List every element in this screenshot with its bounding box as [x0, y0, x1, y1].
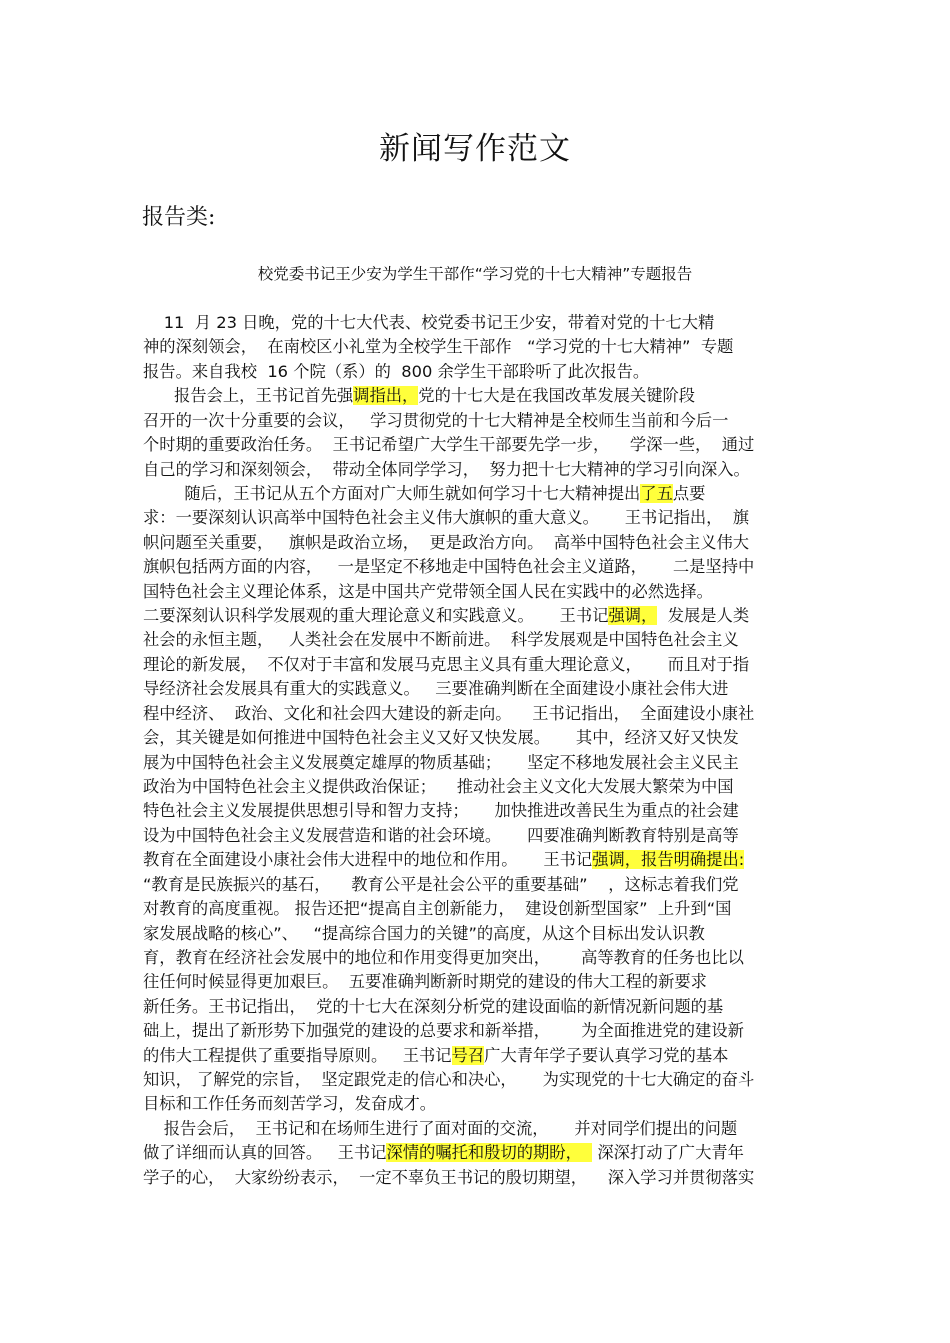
body-text: 特色社会主义发展提供思想引导和智力支持； 加快推进改善民生为重点的社会建 — [143, 801, 739, 821]
body-text: 随后，王书记从五个方面对广大师生就如何学习十七大精神提出 — [143, 483, 641, 503]
body-text: 设为中国特色社会主义发展营造和谐的社会环境。 四要准确判断教育特别是高等 — [143, 825, 739, 845]
body-text: 神的深刻领会， 在南校区小礼堂为全校学生干部作 “学习党的十七大精神” 专题 — [143, 337, 734, 357]
body-text: 自己的学习和深刻领会， 带动全体同学学习， 努力把十七大精神的学习引向深入。 — [143, 459, 750, 479]
body-text: 深深打动了广大青年 — [592, 1143, 744, 1163]
body-line — [143, 1093, 436, 1115]
body-text: 导经济社会发展具有重大的实践意义。 三要准确判断在全面建设小康社会伟大进 — [143, 679, 729, 699]
body-line — [143, 825, 739, 847]
body-line — [143, 605, 749, 627]
body-text: 新任务。王书记指出， 党的十七大在深刻分析党的建设面临的新情况新问题的基 — [143, 996, 724, 1016]
body-text: 报告。来自我校 16 个院（系）的 800 余学生干部聆听了此次报告。 — [143, 361, 650, 381]
body-line — [143, 361, 649, 383]
body-line — [143, 336, 733, 358]
body-line — [143, 629, 739, 651]
body-text: 党的十七大是在我国改革发展关键阶段 — [418, 386, 696, 406]
body-line — [143, 996, 723, 1018]
body-line — [143, 483, 705, 505]
body-text: 程中经济、 政治、文化和社会四大建设的新走向。 王书记指出， 全面建设小康社 — [143, 703, 755, 723]
body-text: 求：一要深刻认识高举中国特色社会主义伟大旗帜的重大意义。 王书记指出， 旗 — [143, 508, 750, 528]
body-line — [143, 923, 705, 945]
body-line — [143, 947, 744, 969]
body-text: 学子的心， 大家纷纷表示， 一定不辜负王书记的殷切期望， 深入学习并贯彻落实 — [143, 1167, 755, 1187]
body-text: 做了详细而认真的回答。 王书记 — [143, 1143, 387, 1163]
document-title: 新闻写作范文 — [379, 131, 571, 167]
body-line — [143, 459, 750, 481]
body-line — [143, 1069, 754, 1091]
body-line — [143, 507, 749, 529]
body-text: 社会的永恒主题， 人类社会在发展中不断前进。 科学发展观是中国特色社会主义 — [143, 630, 739, 650]
article-headline: 校党委书记王少安为学生干部作“学习党的十七大精神”专题报告 — [257, 265, 693, 283]
highlighted-text: 了五 — [640, 483, 673, 503]
highlighted-text: 调指出， — [353, 386, 419, 406]
body-line — [143, 874, 739, 896]
category-heading: 报告类: — [142, 205, 216, 230]
body-line — [143, 385, 695, 407]
body-text: 知识， 了解党的宗旨， 坚定跟党走的信心和决心， 为实现党的十七大确定的奋斗 — [143, 1070, 755, 1090]
body-text: 对教育的高度重视。 报告还把“提高自主创新能力， 建设创新型国家” 上升到“国 — [143, 899, 732, 919]
body-text: 发展是人类 — [657, 606, 750, 626]
body-line — [143, 312, 714, 334]
body-line — [143, 434, 754, 456]
body-line — [143, 776, 734, 798]
body-text: 家发展战略的核心”、 “提高综合国力的关键”的高度，从这个目标出发认识教 — [143, 923, 705, 943]
body-line — [143, 703, 754, 725]
body-text: 往任何时候显得更加艰巨。 五要准确判断新时期党的建设的伟大工程的新要求 — [143, 972, 707, 992]
body-text: 教育在全面建设小康社会伟大进程中的地位和作用。 王书记 — [143, 850, 593, 870]
body-text: 报告会上，王书记首先强 — [143, 386, 354, 406]
body-text: 会，其关键是如何推进中国特色社会主义又好又快发展。 其中，经济又好又快发 — [143, 728, 739, 748]
body-text: 广大青年学子要认真学习党的基本 — [484, 1045, 729, 1065]
body-text: 二要深刻认识科学发展观的重大理论意义和实践意义。 王书记 — [143, 606, 609, 626]
body-line — [143, 410, 728, 432]
body-text: 展为中国特色社会主义发展奠定雄厚的物质基础； 坚定不移地发展社会主义民主 — [143, 752, 739, 772]
body-line — [143, 1142, 744, 1164]
highlighted-text: 强调， — [608, 606, 658, 626]
body-text: 的伟大工程提供了重要指导原则。 王书记 — [143, 1045, 452, 1065]
body-line — [143, 1118, 737, 1140]
body-line — [143, 1167, 754, 1189]
body-line — [143, 1045, 728, 1067]
body-line — [143, 752, 739, 774]
body-line — [143, 556, 754, 578]
body-text: 育，教育在经济社会发展中的地位和作用变得更加突出， 高等教育的任务也比以 — [143, 947, 744, 967]
body-line — [143, 800, 739, 822]
body-text: 国特色社会主义理论体系，这是中国共产党带领全国人民在实践中的必然选择。 — [143, 581, 713, 601]
body-line — [143, 849, 744, 871]
body-line — [143, 654, 749, 676]
body-line — [143, 1020, 744, 1042]
body-line — [143, 678, 728, 700]
body-line — [143, 898, 731, 920]
body-text: 目标和工作任务而刻苦学习，发奋成才。 — [143, 1094, 437, 1114]
body-text: 旗帜包括两方面的内容， 一是坚定不移地走中国特色社会主义道路， 二是坚持中 — [143, 557, 755, 577]
body-line — [143, 532, 749, 554]
body-text: “教育是民族振兴的基石， 教育公平是社会公平的重要基础” ，这标志着我们党 — [143, 874, 739, 894]
body-text: 理论的新发展， 不仅对于丰富和发展马克思主义具有重大理论意义， 而且对于指 — [143, 654, 750, 674]
body-text: 11 月 23 日晚，党的十七大代表、校党委书记王少安，带着对党的十七大精 — [143, 313, 715, 332]
body-text: 报告会后， 王书记和在场师生进行了面对面的交流， 并对同学们提出的问题 — [143, 1118, 738, 1138]
highlighted-text: 深情的嘱托和殷切的期盼， — [386, 1143, 593, 1163]
body-text: 政治为中国特色社会主义提供政治保证； 推动社会主义文化大发展大繁荣为中国 — [143, 776, 734, 796]
body-text: 础上，提出了新形势下加强党的建设的总要求和新举措， 为全面推进党的建设新 — [143, 1021, 744, 1041]
body-text: 召开的一次十分重要的会议， 学习贯彻党的十七大精神是全校师生当前和今后一 — [143, 410, 729, 430]
highlighted-text: 强调，报告明确提出: — [592, 850, 745, 870]
body-line — [143, 971, 707, 993]
body-line — [143, 727, 739, 749]
highlighted-text: 号召 — [451, 1045, 485, 1065]
body-text: 个时期的重要政治任务。 王书记希望广大学生干部要先学一步， 学深一些， 通过 — [143, 435, 755, 455]
body-text: 帜问题至关重要， 旗帜是政治立场， 更是政治方向。 高举中国特色社会主义伟大 — [143, 532, 750, 552]
body-text: 点要 — [672, 483, 706, 503]
body-line — [143, 581, 713, 603]
